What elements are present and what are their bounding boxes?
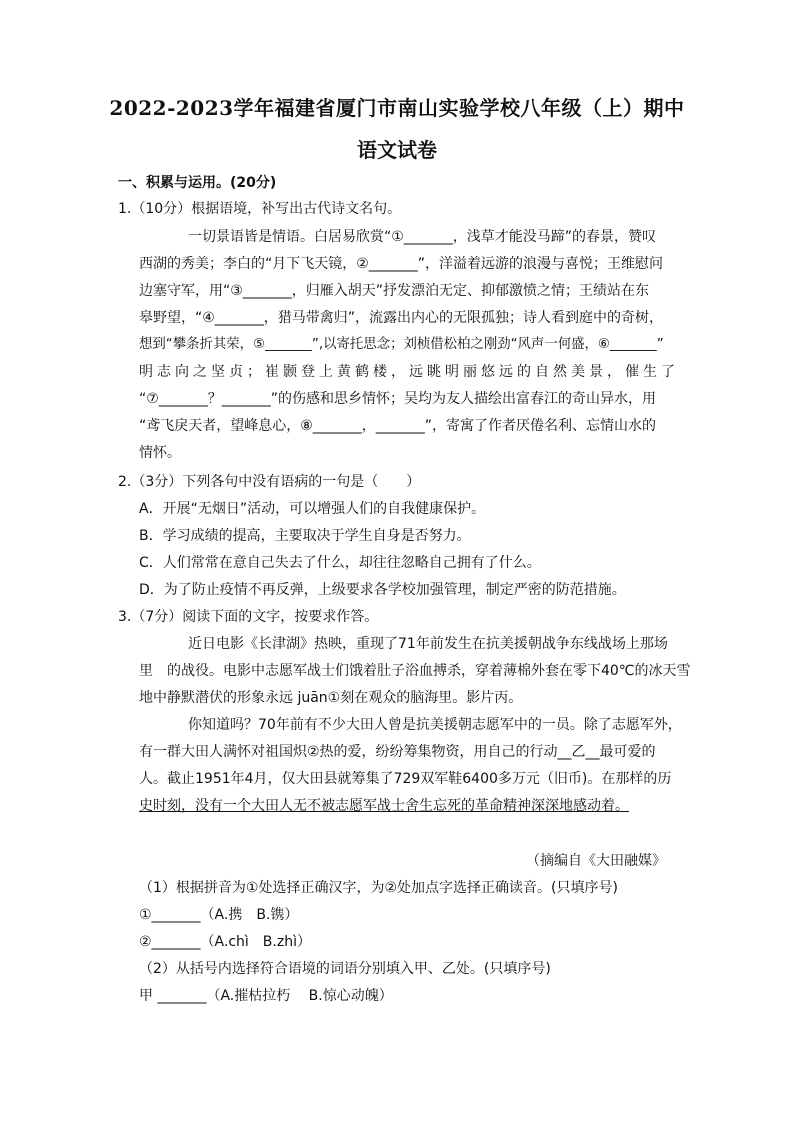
q3-paragraph2-line: 你知道吗？70年前有不少大田人曾是抗美援朝志愿军中的一员。除了志愿军外， xyxy=(188,717,682,733)
exam-title-line2: 语文试卷 xyxy=(357,138,437,162)
q3-stem: 3.（7分）阅读下面的文字，按要求作答。 xyxy=(118,609,379,625)
q2-option-c: C．人们常常在意自己失去了什么，却往往忽略自己拥有了什么。 xyxy=(139,555,541,571)
q3-paragraph1-line: 地中静默潜伏的形象永远 juān①刻在观众的脑海里。影片丙。 xyxy=(139,690,523,706)
q3-paragraph2-line: 人。截止1951年4月，仅大田县就筹集了729双军鞋6400多万元（旧币)。在那样的历 xyxy=(139,771,672,787)
q3-sub2-answer-a: 甲 _______（A.摧枯拉朽 B.惊心动魄） xyxy=(139,988,393,1004)
q2-option-b: B．学习成绩的提高，主要取决于学生自身是否努力。 xyxy=(139,528,471,544)
q3-sub2: （2）从括号内选择符合语境的词语分别填入甲、乙处。(只填序号) xyxy=(139,961,551,977)
q1-stem: 1.（10分）根据语境，补写出古代诗文名句。 xyxy=(118,201,402,217)
q1-line: 边塞守军，用“③_______，归雁入胡天”抒发漂泊无定、抑郁激愤之情；王绩站在东 xyxy=(139,283,650,299)
q2-stem: 2.（3分）下列各句中没有语病的一句是（ ） xyxy=(118,474,421,490)
q1-line: “鸢飞戾天者，望峰息心，⑧_______，_______”，寄寓了作者厌倦名利、忘情山水的 xyxy=(139,418,657,434)
q2-option-d: D．为了防止疫情不再反弹，上级要求各学校加强管理，制定严密的防范措施。 xyxy=(139,582,626,598)
section-heading: 一、积累与运用。(20分) xyxy=(118,175,277,191)
q1-line: 情怀。 xyxy=(139,445,181,461)
exam-title-line1: 2022-2023学年福建省厦门市南山实验学校八年级（上）期中 xyxy=(109,96,685,120)
q1-line: 皋野望，“④_______，猎马带禽归”，流露出内心的无限孤独；诗人看到庭中的奇树， xyxy=(139,310,664,326)
q1-line: 一切景语皆是情语。白居易欣赏“①_______，浅草才能没马蹄”的春景，赞叹 xyxy=(188,229,657,245)
q1-line: 西湖的秀美；李白的“月下飞天镜，②_______”，洋溢着远游的浪漫与喜悦；王维慰问 xyxy=(139,256,664,272)
q3-paragraph2-line-underlined: 史时刻，没有一个大田人无不被志愿军战士舍生忘死的革命精神深深地感动着。 xyxy=(139,798,629,814)
q3-paragraph1-line: 里 的战役。电影中志愿军战士们饿着肚子浴血搏杀，穿着薄棉外套在零下40℃的冰天雪 xyxy=(139,663,691,679)
q3-sub1: （1）根据拼音为①处选择正确汉字，为②处加点字选择正确读音。(只填序号) xyxy=(139,880,618,896)
q2-option-a: A．开展“无烟日”活动，可以增强人们的自我健康保护。 xyxy=(139,501,486,517)
q3-paragraph1-line: 近日电影《长津湖》热映，重现了71年前发生在抗美援朝战争东线战场上那场 xyxy=(188,636,668,652)
q1-line: “⑦_______？_______”的伤感和思乡情怀；吴均为友人描绘出富春江的奇山异水，用 xyxy=(139,391,657,407)
q3-paragraph2-line: 有一群大田人满怀对祖国炽②热的爱，纷纷筹集物资，用自己的行动__乙__最可爱的 xyxy=(139,744,656,760)
q3-sub1-answer-b: ②_______（A.chì B.zhì） xyxy=(139,934,311,950)
q3-source: （摘编自《大田融媒》 xyxy=(526,853,666,869)
q3-sub1-answer-a: ①_______（A.携 B.镌） xyxy=(139,907,299,923)
q1-line: 明志向之坚贞；崔颢登上黄鹤楼，远眺明丽悠远的自然美景，催生了 xyxy=(139,364,675,380)
q1-line: 想到“攀条折其荣，⑤_______”,以寄托思念；刘桢借松柏之刚劲“风声一何盛，⑥_______” xyxy=(139,337,664,352)
